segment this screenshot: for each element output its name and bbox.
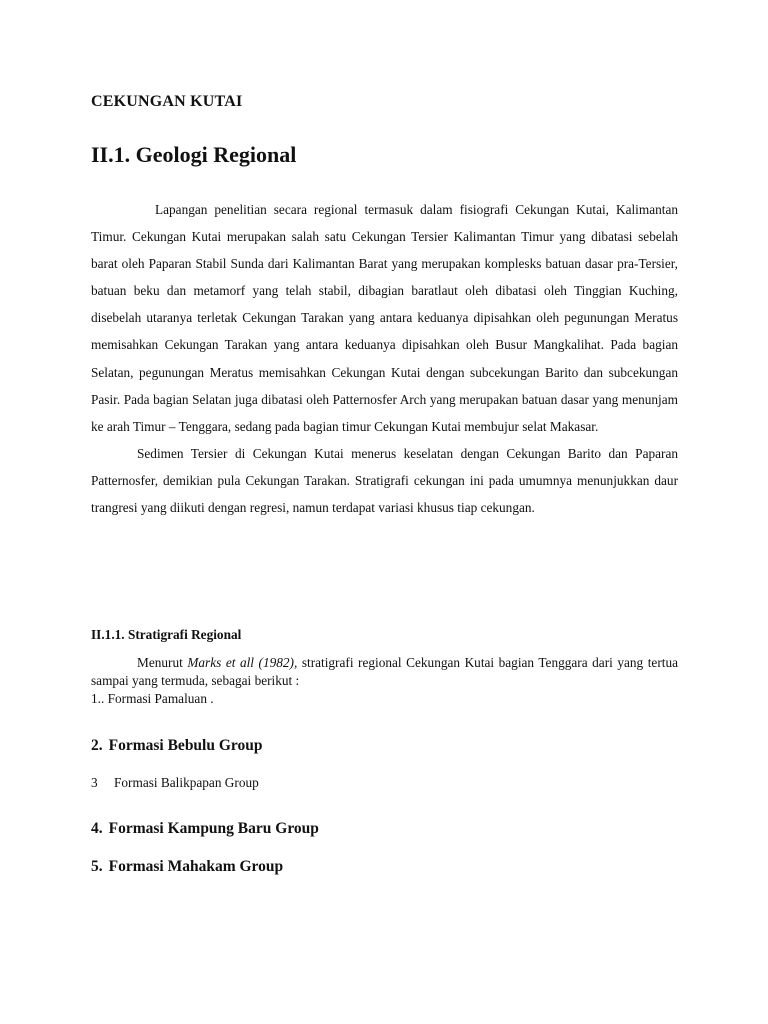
stratigraphy-intro: [91, 654, 678, 689]
formation-name: Formasi Bebulu Group: [108, 737, 263, 754]
formation-number: 1..: [91, 691, 105, 706]
citation: Marks et all (1982),: [187, 655, 298, 670]
paragraph-1: Lapangan penelitian secara regional termasuk dalam fisiografi Cekungan Kutai, Kalimantan Timur. Cekungan Kutai merupakan salah satu Cekungan Tersier Kalimantan Timur yang dibatasi sebelah barat oleh Paparan Stabil Sunda dari Kalimantan Barat yang merupakan komplesks batuan dasar pra-Tersier, batuan beku dan metamorf yang telah stabil, dibagian baratlaut oleh dibatasi oleh Tinggian Kuching, disebelah utaranya terletak Cekungan Tarakan yang antara keduanya dipisahkan oleh pegunungan Meratus memisahkan Cekungan Tarakan yang antara keduanya dipisahkan oleh Busur Mangkalihat. Pada bagian Selatan, pegunungan Meratus memisahkan Cekungan Kutai dengan subcekungan Barito dan subcekungan Pasir. Pada bagian Selatan juga dibatasi oleh Patternosfer Arch yang merupakan batuan dasar yang menunjam ke arah Timur – Tenggara, sedang pada bagian timur Cekungan Kutai membujur selat Makasar.: [91, 202, 678, 434]
formation-item-1: [91, 691, 214, 707]
formation-item-2: [91, 737, 263, 755]
formation-name: Formasi Mahakam Group: [108, 858, 284, 875]
formation-item-3: [91, 775, 259, 791]
document-header: CEKUNGAN KUTAI: [91, 93, 243, 110]
document-page: [91, 0, 678, 1024]
formation-number: 2.: [91, 737, 103, 754]
formation-name: Formasi Balikpapan Group: [114, 775, 259, 790]
formation-number: 3: [91, 775, 98, 790]
formation-number: 5.: [91, 858, 103, 875]
intro-before: Menurut: [137, 655, 188, 670]
formation-item-5: [91, 858, 283, 876]
subsection-title: II.1.1. Stratigrafi Regional: [91, 627, 242, 642]
intro-after: stratigrafi regional Cekungan Kutai bagian Tenggara dari yang tertua sampai yang termuda, sebagai berikut :: [91, 655, 678, 688]
paragraph-2: Sedimen Tersier di Cekungan Kutai menerus keselatan dengan Cekungan Barito dan Paparan Patternosfer, demikian pula Cekungan Tarakan. Stratigrafi cekungan ini pada umumnya menunjukkan daur trangresi yang diikuti dengan regresi, namun terdapat variasi khusus tiap cekungan.: [91, 445, 678, 516]
formation-name: Formasi Pamaluan .: [107, 691, 214, 706]
formation-name: Formasi Kampung Baru Group: [108, 820, 319, 837]
body-text: [91, 196, 678, 521]
formation-item-4: [91, 820, 319, 838]
section-title: II.1. Geologi Regional: [91, 142, 297, 167]
formation-number: 4.: [91, 820, 103, 837]
